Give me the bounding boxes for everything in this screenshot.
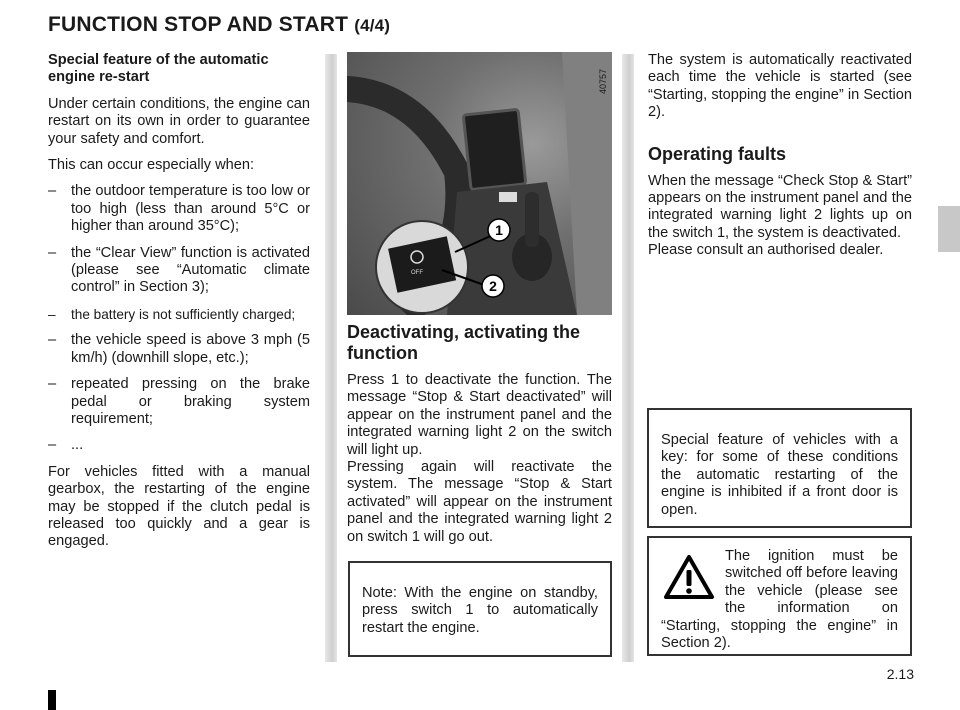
manual-gearbox-text: For vehicles fitted with a manual gearbox, the restarting of the engine may be stopped if the clutch pedal is released too quickly and a gear is engaged. [48, 463, 310, 550]
dashboard-photo [347, 52, 612, 315]
reactivate-paragraph: Pressing again will reactivate the system. The message “Stop & Start activated” will appear on the instrument panel and the integrated warning light 2 on switch 1 will go out. [347, 459, 612, 545]
list-item-text: repeated pressing on the brake pedal or braking system requirement; [71, 376, 310, 427]
occur-text: This can occur especially when: [48, 157, 255, 174]
page-number: 2.13 [886, 666, 914, 682]
note-text: Note: With the engine on standby, press switch 1 to automatically restart the engine. [362, 585, 598, 636]
dealer-text: Please consult an authorised dealer. [648, 242, 884, 259]
list-item [48, 332, 310, 367]
list-item-text: the outdoor temperature is too low or too high (less than around 5°C or higher than around 35°C); [71, 183, 310, 235]
list-item [48, 306, 310, 323]
left-column [48, 52, 310, 560]
list-item-text: the vehicle speed is above 3 mph (5 km/h) (downhill slope, etc.); [71, 332, 310, 366]
list-item [48, 376, 310, 428]
faults-text: When the message “Check Stop & Start” appears on the instrument panel and the integrated warning light 2 lights up on the switch 1, the system is deactivated. [648, 172, 912, 241]
list-item [48, 183, 310, 235]
title-part: (4/4) [354, 16, 391, 35]
key-info-text: Special feature of vehicles with a key: for some of these conditions the automatic restarting of the engine is inhibited if a front door is open. [661, 432, 898, 518]
auto-restart-heading: Special feature of the automatic engine re-start [48, 52, 269, 86]
auto-restart-intro: Under certain conditions, the engine can restart on its own in order to guarantee your safety and comfort. [48, 95, 310, 147]
warning-box [647, 536, 912, 656]
list-dash: – [48, 244, 57, 261]
dashboard-illustration [347, 52, 612, 315]
list-dash: – [48, 306, 56, 322]
list-dash: – [48, 437, 57, 454]
callout-2: 2 [489, 278, 497, 294]
column-divider-left [325, 54, 337, 662]
figure-ref: 40757 [598, 68, 608, 94]
warning-triangle-icon [663, 554, 715, 600]
right-column [648, 52, 912, 269]
deactivate-paragraph: Press 1 to deactivate the function. The message “Stop & Start deactivated” will appear on the instrument panel and the integrated warning light 2 on the switch will light up. [347, 372, 612, 458]
list-dash: – [48, 332, 57, 349]
faults-heading: Operating faults [648, 143, 787, 164]
middle-column [347, 322, 612, 555]
list-item-text: the battery is not sufficiently charged; [71, 306, 296, 322]
list-item [48, 437, 310, 454]
warning-text: The ignition must be switched off before leaving the vehicle (please see the information on “Starting, stopping the engine” in Section 2). [661, 548, 898, 652]
page-marker [48, 690, 56, 710]
page-title [48, 13, 390, 37]
list-item-text: the “Clear View” function is activated (please see “Automatic climate control” in Section 3); [71, 244, 310, 296]
list-dash: – [48, 376, 57, 393]
switch-off-label: OFF [411, 270, 423, 276]
list-item [48, 245, 310, 297]
note-box [348, 561, 612, 657]
reactivated-text: The system is automatically reactivated each time the vehicle is started (see “Starting, stopping the engine” in Section 2). [648, 52, 912, 121]
deactivate-heading: Deactivating, activating the function [347, 322, 581, 363]
key-info-box [647, 408, 912, 528]
list-item-text: ... [71, 437, 84, 454]
title-text: FUNCTION STOP AND START [48, 13, 349, 36]
column-divider-right [622, 54, 634, 662]
list-dash: – [48, 183, 57, 200]
callout-1: 1 [495, 222, 503, 238]
section-tab [938, 206, 960, 252]
